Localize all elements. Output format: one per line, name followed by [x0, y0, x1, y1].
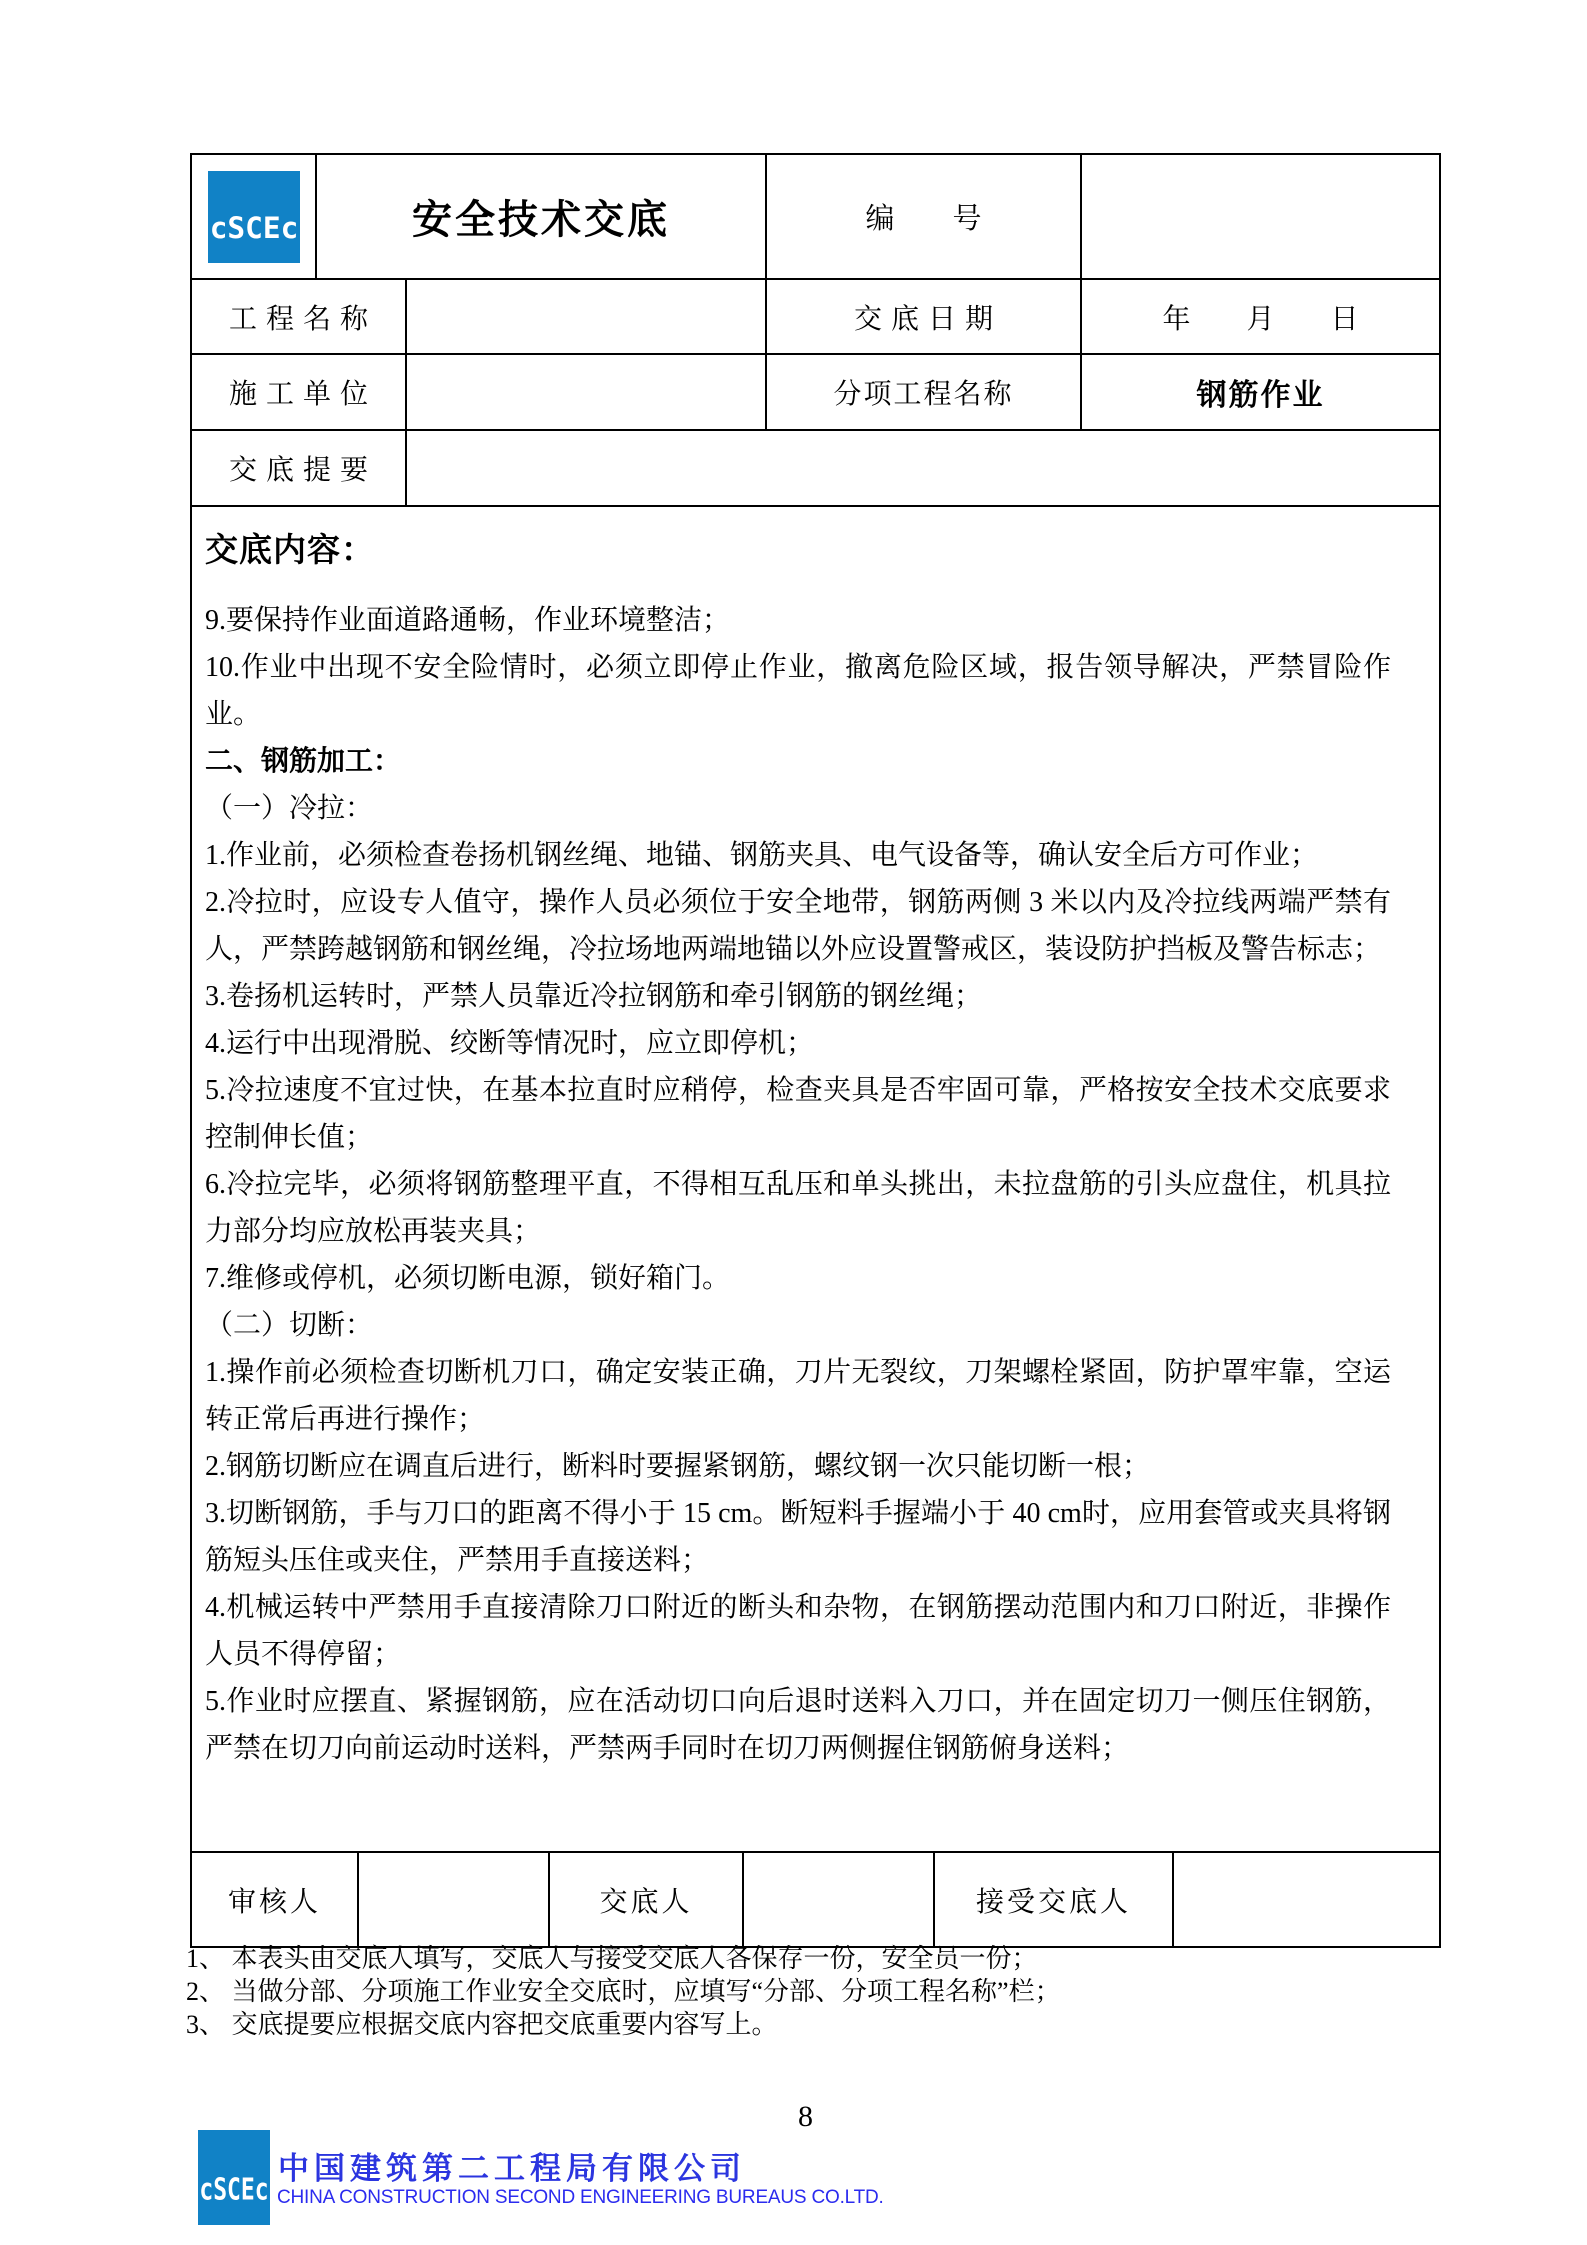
content-paragraph: 7.维修或停机，必须切断电源，锁好箱门。 — [205, 1263, 731, 1294]
footnote-2: 2、 当做分部、分项施工作业安全交底时，应填写“分部、分项工程名称”栏； — [186, 1977, 1061, 2006]
content-paragraph: 5.冷拉速度不宜过快，在基本拉直时应稍停，检查夹具是否牢固可靠，严格按安全技术交底要求控制伸长值； — [205, 1075, 1391, 1153]
project-name-label: 工程名称 — [192, 280, 407, 355]
footnotes — [186, 1942, 1061, 2041]
page-number: 8 — [798, 2100, 813, 2133]
content-cell — [192, 507, 1439, 1853]
reviewer-signature-field[interactable] — [359, 1853, 550, 1946]
unit-row — [192, 355, 1439, 431]
content-paragraph: 1.作业前，必须检查卷扬机钢丝绳、地锚、钢筋夹具、电气设备等，确认安全后方可作业； — [205, 840, 1319, 871]
cscec-logo-icon — [208, 171, 300, 263]
subproject-name-value: 钢筋作业 — [1082, 355, 1439, 431]
content-paragraph: 4.运行中出现滑脱、绞断等情况时，应立即停机； — [205, 1028, 815, 1059]
content-row — [192, 507, 1439, 1853]
content-subsection-heading: （一）冷拉： — [205, 793, 374, 824]
content-subsection-heading: （二）切断： — [205, 1310, 374, 1341]
number-value-field[interactable] — [1082, 155, 1439, 280]
reviewer-label: 审核人 — [192, 1853, 359, 1946]
date-value-field[interactable]: 年 月 日 — [1082, 280, 1439, 355]
content-paragraph: 3.切断钢筋，手与刀口的距离不得小于 15 cm。断短料手握端小于 40 cm时，应用套管或夹具将钢筋短头压住或夹住，严禁用手直接送料； — [205, 1498, 1391, 1576]
content-paragraph: 3.卷扬机运转时，严禁人员靠近冷拉钢筋和牵引钢筋的钢丝绳； — [205, 981, 983, 1012]
receiver-signature-field[interactable] — [1174, 1853, 1439, 1946]
content-paragraph: 4.机械运转中严禁用手直接清除刀口附近的断头和杂物，在钢筋摆动范围内和刀口附近，非操作人员不得停留； — [205, 1592, 1391, 1670]
date-label: 交底日期 — [767, 280, 1082, 355]
content-paragraph: 2.冷拉时，应设专人值守，操作人员必须位于安全地带，钢筋两侧 3 米以内及冷拉线两端严禁有人，严禁跨越钢筋和钢丝绳，冷拉场地两端地锚以外应设置警戒区，装设防护挡板及警告标志； — [205, 887, 1391, 965]
content-section-heading: 二、钢筋加工： — [205, 746, 402, 777]
construction-unit-label: 施工单位 — [192, 355, 407, 431]
content-paragraph: 5.作业时应摆直、紧握钢筋，应在活动切口向后退时送料入刀口，并在固定切刀一侧压住钢筋，严禁在切刀向前运动时送料，严禁两手同时在切刀两侧握住钢筋俯身送料； — [205, 1686, 1391, 1764]
content-paragraph: 9.要保持作业面道路通畅，作业环境整洁； — [205, 605, 731, 636]
logo-cell — [192, 155, 317, 280]
content-paragraph: 1.操作前必须检查切断机刀口，确定安装正确，刀片无裂纹，刀架螺栓紧固，防护罩牢靠，空运转正常后再进行操作； — [205, 1357, 1391, 1435]
receiver-label: 接受交底人 — [935, 1853, 1174, 1946]
summary-value-field[interactable] — [407, 431, 1439, 507]
subproject-name-label: 分项工程名称 — [767, 355, 1082, 431]
content-heading: 交底内容： — [205, 533, 375, 569]
project-name-value-field[interactable] — [407, 280, 767, 355]
content-paragraph: 6.冷拉完毕，必须将钢筋整理平直，不得相互乱压和单头挑出，未拉盘筋的引头应盘住，机具拉力部分均应放松再装夹具； — [205, 1169, 1391, 1247]
company-name-english: CHINA CONSTRUCTION SECOND ENGINEERING BUREAUS CO.LTD. — [277, 2187, 884, 2208]
discloser-label: 交底人 — [550, 1853, 744, 1946]
number-label: 编 号 — [767, 155, 1082, 280]
content-paragraph: 2.钢筋切断应在调直后进行，断料时要握紧钢筋，螺纹钢一次只能切断一根； — [205, 1451, 1151, 1482]
cscec-footer-logo-letters: cSCEc — [199, 2172, 269, 2208]
cscec-logo-letters: cSCEc — [209, 210, 298, 245]
disclosure-form-table — [190, 153, 1441, 1948]
signoff-row — [192, 1853, 1439, 1946]
project-row — [192, 280, 1439, 355]
header-row — [192, 155, 1439, 280]
company-name-chinese: 中国建筑第二工程局有限公司 — [278, 2151, 746, 2186]
footnote-3: 3、 交底提要应根据交底内容把交底重要内容写上。 — [186, 2010, 778, 2039]
construction-unit-value-field[interactable] — [407, 355, 767, 431]
cscec-footer-logo-icon — [198, 2130, 270, 2225]
summary-label: 交底提要 — [192, 431, 407, 507]
discloser-signature-field[interactable] — [744, 1853, 935, 1946]
footnote-1: 1、 本表头由交底人填写，交底人与接受交底人各保存一份，安全员一份； — [186, 1944, 1038, 1973]
content-paragraph: 10.作业中出现不安全险情时，必须立即停止作业，撤离危险区域，报告领导解决，严禁冒险作业。 — [205, 652, 1391, 730]
document-title: 安全技术交底 — [317, 155, 767, 280]
summary-row — [192, 431, 1439, 507]
